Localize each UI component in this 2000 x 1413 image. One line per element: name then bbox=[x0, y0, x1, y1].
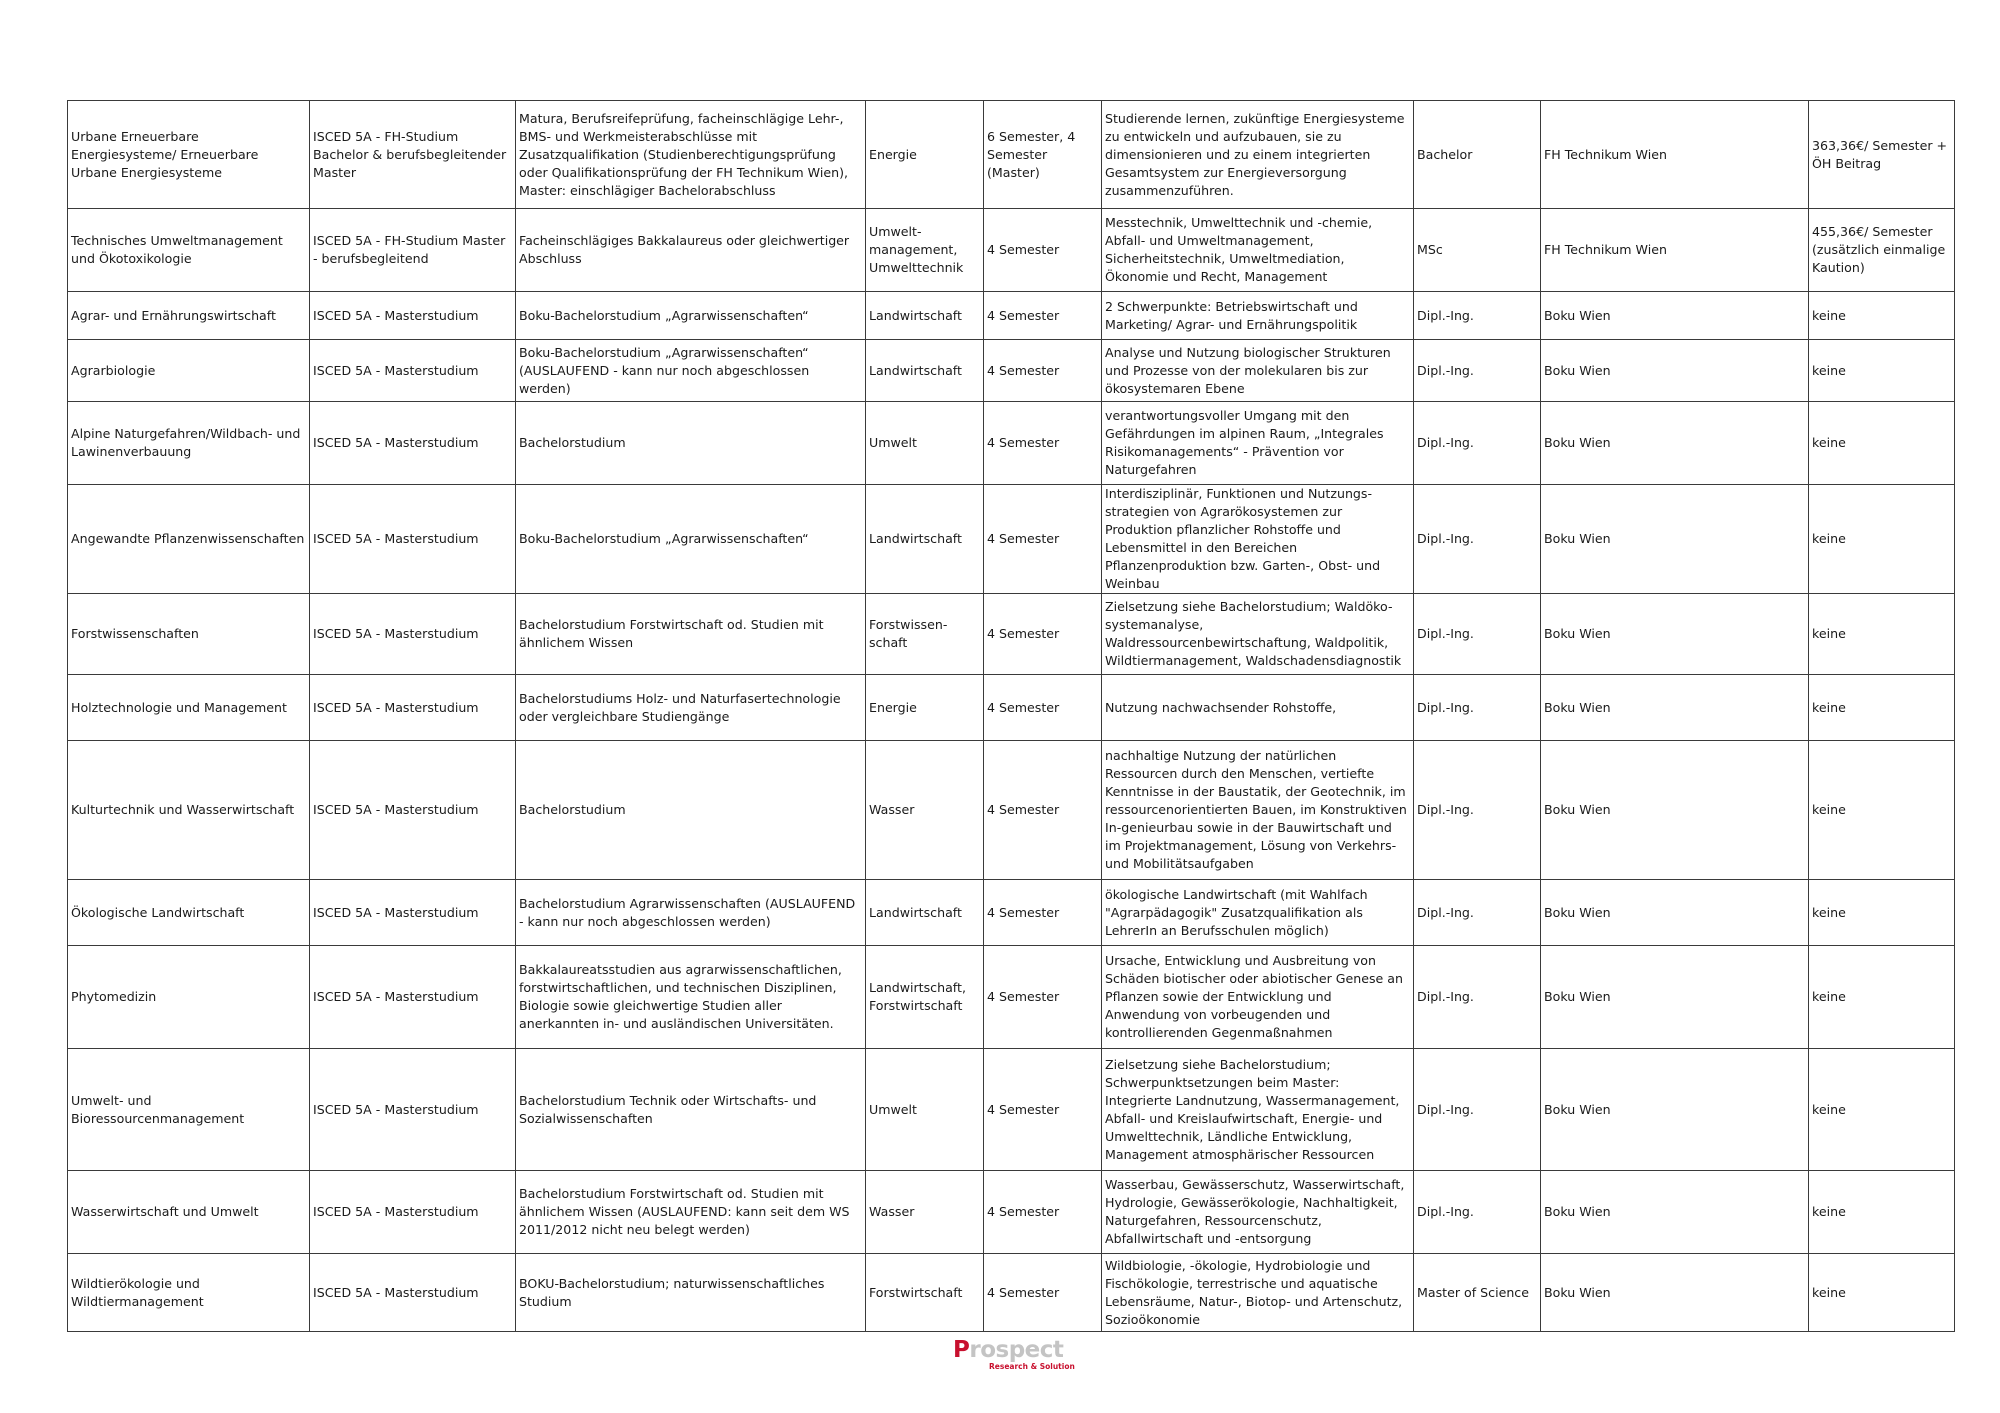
duration-cell: 4 Semester bbox=[984, 340, 1102, 402]
table-row bbox=[68, 485, 1955, 594]
fees-cell: keine bbox=[1809, 946, 1955, 1049]
institution-cell: Boku Wien bbox=[1541, 402, 1809, 485]
isced-level-cell: ISCED 5A - Masterstudium bbox=[310, 880, 516, 946]
field-cell: Landwirtschaft bbox=[866, 880, 984, 946]
content-cell: Analyse und Nutzung biologischer Strukturen und Prozesse von der molekularen bis zur ökosystemaren Ebene bbox=[1102, 340, 1414, 402]
admission-requirements-cell: Boku-Bachelorstudium „Agrarwissenschaften“ bbox=[516, 292, 866, 340]
fees-cell: keine bbox=[1809, 675, 1955, 741]
table-row bbox=[68, 340, 1955, 402]
content-cell: Wasserbau, Gewässerschutz, Wasserwirtschaft, Hydrologie, Gewässerökologie, Nachhaltigkeit, Naturgefahren, Ressourcenschutz, Abfallwirtschaft und -entsorgung bbox=[1102, 1171, 1414, 1254]
institution-cell: FH Technikum Wien bbox=[1541, 209, 1809, 292]
logo-wordmark bbox=[953, 1338, 1063, 1362]
fees-cell: keine bbox=[1809, 1171, 1955, 1254]
duration-cell: 4 Semester bbox=[984, 209, 1102, 292]
isced-level-cell: ISCED 5A - Masterstudium bbox=[310, 402, 516, 485]
program-name-cell: Holztechnologie und Management bbox=[68, 675, 310, 741]
isced-level-cell: ISCED 5A - Masterstudium bbox=[310, 1254, 516, 1332]
admission-requirements-cell: BOKU-Bachelorstudium; naturwissenschaftliches Studium bbox=[516, 1254, 866, 1332]
institution-cell: Boku Wien bbox=[1541, 485, 1809, 594]
institution-cell: Boku Wien bbox=[1541, 675, 1809, 741]
admission-requirements-cell: Bachelorstudium Forstwirtschaft od. Studien mit ähnlichem Wissen (AUSLAUFEND: kann seit dem WS 2011/2012 nicht neu belegt werden) bbox=[516, 1171, 866, 1254]
table-row bbox=[68, 946, 1955, 1049]
study-programs-table bbox=[67, 100, 1955, 1332]
content-cell: verantwortungsvoller Umgang mit den Gefährdungen im alpinen Raum, „Integrales Risikomanagements“ - Prävention vor Naturgefahren bbox=[1102, 402, 1414, 485]
fees-cell: keine bbox=[1809, 402, 1955, 485]
admission-requirements-cell: Facheinschlägiges Bakkalaureus oder gleichwertiger Abschluss bbox=[516, 209, 866, 292]
degree-cell: Dipl.-Ing. bbox=[1414, 946, 1541, 1049]
program-name-cell: Umwelt- und Bioressourcenmanagement bbox=[68, 1049, 310, 1171]
table-row bbox=[68, 675, 1955, 741]
table-row bbox=[68, 741, 1955, 880]
degree-cell: Dipl.-Ing. bbox=[1414, 402, 1541, 485]
logo-tagline: Research & Solution bbox=[989, 1362, 1075, 1371]
program-name-cell: Urbane Erneuerbare Energiesysteme/ Erneuerbare Urbane Energiesysteme bbox=[68, 101, 310, 209]
fees-cell: keine bbox=[1809, 340, 1955, 402]
field-cell: Energie bbox=[866, 675, 984, 741]
degree-cell: Dipl.-Ing. bbox=[1414, 485, 1541, 594]
institution-cell: Boku Wien bbox=[1541, 1171, 1809, 1254]
admission-requirements-cell: Bachelorstudium Forstwirtschaft od. Studien mit ähnlichem Wissen bbox=[516, 594, 866, 675]
fees-cell: 363,36€/ Semester + ÖH Beitrag bbox=[1809, 101, 1955, 209]
admission-requirements-cell: Bachelorstudium bbox=[516, 402, 866, 485]
table-row bbox=[68, 402, 1955, 485]
institution-cell: Boku Wien bbox=[1541, 292, 1809, 340]
content-cell: Nutzung nachwachsender Rohstoffe, bbox=[1102, 675, 1414, 741]
prospect-logo bbox=[953, 1337, 1075, 1374]
isced-level-cell: ISCED 5A - Masterstudium bbox=[310, 292, 516, 340]
program-name-cell: Wasserwirtschaft und Umwelt bbox=[68, 1171, 310, 1254]
duration-cell: 4 Semester bbox=[984, 946, 1102, 1049]
field-cell: Umwelt bbox=[866, 402, 984, 485]
degree-cell: MSc bbox=[1414, 209, 1541, 292]
table-row bbox=[68, 209, 1955, 292]
fees-cell: keine bbox=[1809, 741, 1955, 880]
content-cell: Interdisziplinär, Funktionen und Nutzungs-strategien von Agrarökosystemen zur Produktion pflanzlicher Rohstoffe und Lebensmittel in den Bereichen Pflanzenproduktion bzw. Garten-, Obst- und Weinbau bbox=[1102, 485, 1414, 594]
degree-cell: Dipl.-Ing. bbox=[1414, 1171, 1541, 1254]
content-cell: Ursache, Entwicklung und Ausbreitung von Schäden biotischer oder abiotischer Genese an Pflanzen sowie der Entwicklung und Anwendung von vorbeugenden und kontrollierenden Gegenmaßnahmen bbox=[1102, 946, 1414, 1049]
content-cell: Wildbiologie, -ökologie, Hydrobiologie und Fischökologie, terrestrische und aquatische Lebensräume, Natur-, Biotop- und Artenschutz, Sozioökonomie bbox=[1102, 1254, 1414, 1332]
content-cell: nachhaltige Nutzung der natürlichen Ressourcen durch den Menschen, vertiefte Kenntnisse in der Baustatik, der Geotechnik, im ressourcenorientierten Bauen, im Konstruktiven In-genieurbau sowie in der Bauwirtschaft und im Projektmanagement, Lösung von Verkehrs- und Mobilitätsaufgaben bbox=[1102, 741, 1414, 880]
duration-cell: 4 Semester bbox=[984, 1254, 1102, 1332]
fees-cell: keine bbox=[1809, 1049, 1955, 1171]
study-programs-table-container bbox=[67, 100, 1954, 1332]
program-name-cell: Wildtierökologie und Wildtiermanagement bbox=[68, 1254, 310, 1332]
degree-cell: Dipl.-Ing. bbox=[1414, 880, 1541, 946]
duration-cell: 4 Semester bbox=[984, 594, 1102, 675]
fees-cell: keine bbox=[1809, 292, 1955, 340]
institution-cell: Boku Wien bbox=[1541, 946, 1809, 1049]
duration-cell: 4 Semester bbox=[984, 675, 1102, 741]
duration-cell: 4 Semester bbox=[984, 1171, 1102, 1254]
duration-cell: 4 Semester bbox=[984, 402, 1102, 485]
content-cell: Zielsetzung siehe Bachelorstudium; Waldöko-systemanalyse, Waldressourcenbewirtschaftung, Waldpolitik, Wildtiermanagement, Waldschadensdiagnostik bbox=[1102, 594, 1414, 675]
isced-level-cell: ISCED 5A - Masterstudium bbox=[310, 340, 516, 402]
isced-level-cell: ISCED 5A - Masterstudium bbox=[310, 594, 516, 675]
isced-level-cell: ISCED 5A - Masterstudium bbox=[310, 675, 516, 741]
isced-level-cell: ISCED 5A - FH-Studium Master - berufsbegleitend bbox=[310, 209, 516, 292]
field-cell: Energie bbox=[866, 101, 984, 209]
degree-cell: Dipl.-Ing. bbox=[1414, 675, 1541, 741]
isced-level-cell: ISCED 5A - Masterstudium bbox=[310, 1049, 516, 1171]
fees-cell: 455,36€/ Semester (zusätzlich einmalige Kaution) bbox=[1809, 209, 1955, 292]
institution-cell: Boku Wien bbox=[1541, 594, 1809, 675]
admission-requirements-cell: Boku-Bachelorstudium „Agrarwissenschaften“ (AUSLAUFEND - kann nur noch abgeschlossen werden) bbox=[516, 340, 866, 402]
duration-cell: 4 Semester bbox=[984, 880, 1102, 946]
admission-requirements-cell: Bachelorstudium Technik oder Wirtschafts- und Sozialwissenschaften bbox=[516, 1049, 866, 1171]
table-row bbox=[68, 880, 1955, 946]
field-cell: Landwirtschaft bbox=[866, 340, 984, 402]
content-cell: Messtechnik, Umwelttechnik und -chemie, Abfall- und Umweltmanagement, Sicherheitstechnik, Umweltmediation, Ökonomie und Recht, Management bbox=[1102, 209, 1414, 292]
degree-cell: Dipl.-Ing. bbox=[1414, 1049, 1541, 1171]
table-row bbox=[68, 1171, 1955, 1254]
institution-cell: Boku Wien bbox=[1541, 880, 1809, 946]
field-cell: Umwelt-management, Umwelttechnik bbox=[866, 209, 984, 292]
institution-cell: Boku Wien bbox=[1541, 741, 1809, 880]
isced-level-cell: ISCED 5A - Masterstudium bbox=[310, 485, 516, 594]
program-name-cell: Agrar- und Ernährungswirtschaft bbox=[68, 292, 310, 340]
degree-cell: Dipl.-Ing. bbox=[1414, 292, 1541, 340]
isced-level-cell: ISCED 5A - Masterstudium bbox=[310, 741, 516, 880]
institution-cell: FH Technikum Wien bbox=[1541, 101, 1809, 209]
content-cell: Zielsetzung siehe Bachelorstudium; Schwerpunktsetzungen beim Master: Integrierte Landnutzung, Wassermanagement, Abfall- und Kreislaufwirtschaft, Energie- und Umwelttechnik, Ländliche Entwicklung, Management atmosphärischer Ressourcen bbox=[1102, 1049, 1414, 1171]
fees-cell: keine bbox=[1809, 594, 1955, 675]
institution-cell: Boku Wien bbox=[1541, 340, 1809, 402]
degree-cell: Dipl.-Ing. bbox=[1414, 594, 1541, 675]
table-row bbox=[68, 292, 1955, 340]
duration-cell: 6 Semester, 4 Semester (Master) bbox=[984, 101, 1102, 209]
duration-cell: 4 Semester bbox=[984, 292, 1102, 340]
admission-requirements-cell: Bachelorstudiums Holz- und Naturfasertechnologie oder vergleichbare Studiengänge bbox=[516, 675, 866, 741]
table-body bbox=[68, 101, 1955, 1332]
program-name-cell: Technisches Umweltmanagement und Ökotoxikologie bbox=[68, 209, 310, 292]
program-name-cell: Phytomedizin bbox=[68, 946, 310, 1049]
table-row bbox=[68, 1049, 1955, 1171]
fees-cell: keine bbox=[1809, 1254, 1955, 1332]
degree-cell: Master of Science bbox=[1414, 1254, 1541, 1332]
program-name-cell: Agrarbiologie bbox=[68, 340, 310, 402]
field-cell: Forstwirtschaft bbox=[866, 1254, 984, 1332]
content-cell: ökologische Landwirtschaft (mit Wahlfach "Agrarpädagogik" Zusatzqualifikation als LehrerIn an Berufsschulen möglich) bbox=[1102, 880, 1414, 946]
admission-requirements-cell: Bakkalaureatsstudien aus agrarwissenschaftlichen, forstwirtschaftlichen, und technischen Disziplinen, Biologie sowie gleichwertige Studien aller anerkannten in- und ausländischen Universitäten. bbox=[516, 946, 866, 1049]
program-name-cell: Ökologische Landwirtschaft bbox=[68, 880, 310, 946]
fees-cell: keine bbox=[1809, 880, 1955, 946]
field-cell: Wasser bbox=[866, 741, 984, 880]
degree-cell: Dipl.-Ing. bbox=[1414, 340, 1541, 402]
degree-cell: Bachelor bbox=[1414, 101, 1541, 209]
logo-rest: rospect bbox=[969, 1337, 1064, 1363]
content-cell: 2 Schwerpunkte: Betriebswirtschaft und Marketing/ Agrar- und Ernährungspolitik bbox=[1102, 292, 1414, 340]
isced-level-cell: ISCED 5A - Masterstudium bbox=[310, 1171, 516, 1254]
duration-cell: 4 Semester bbox=[984, 1049, 1102, 1171]
logo-initial: P bbox=[953, 1337, 970, 1363]
admission-requirements-cell: Boku-Bachelorstudium „Agrarwissenschaften“ bbox=[516, 485, 866, 594]
degree-cell: Dipl.-Ing. bbox=[1414, 741, 1541, 880]
fees-cell: keine bbox=[1809, 485, 1955, 594]
isced-level-cell: ISCED 5A - FH-Studium Bachelor & berufsbegleitender Master bbox=[310, 101, 516, 209]
admission-requirements-cell: Matura, Berufsreifeprüfung, facheinschlägige Lehr-, BMS- und Werkmeisterabschlüsse mit Zusatzqualifikation (Studienberechtigungsprüfung oder Qualifikationsprüfung der FH Technikum Wien), Master: einschlägiger Bachelorabschluss bbox=[516, 101, 866, 209]
field-cell: Landwirtschaft, Forstwirtschaft bbox=[866, 946, 984, 1049]
program-name-cell: Forstwissenschaften bbox=[68, 594, 310, 675]
table-row bbox=[68, 101, 1955, 209]
field-cell: Umwelt bbox=[866, 1049, 984, 1171]
field-cell: Forstwissen-schaft bbox=[866, 594, 984, 675]
duration-cell: 4 Semester bbox=[984, 741, 1102, 880]
field-cell: Wasser bbox=[866, 1171, 984, 1254]
isced-level-cell: ISCED 5A - Masterstudium bbox=[310, 946, 516, 1049]
duration-cell: 4 Semester bbox=[984, 485, 1102, 594]
program-name-cell: Kulturtechnik und Wasserwirtschaft bbox=[68, 741, 310, 880]
field-cell: Landwirtschaft bbox=[866, 485, 984, 594]
institution-cell: Boku Wien bbox=[1541, 1254, 1809, 1332]
content-cell: Studierende lernen, zukünftige Energiesysteme zu entwickeln und aufzubauen, sie zu dimensionieren und zu einem integrierten Gesamtsystem zur Energieversorgung zusammenzuführen. bbox=[1102, 101, 1414, 209]
admission-requirements-cell: Bachelorstudium bbox=[516, 741, 866, 880]
program-name-cell: Angewandte Pflanzenwissenschaften bbox=[68, 485, 310, 594]
field-cell: Landwirtschaft bbox=[866, 292, 984, 340]
admission-requirements-cell: Bachelorstudium Agrarwissenschaften (AUSLAUFEND - kann nur noch abgeschlossen werden) bbox=[516, 880, 866, 946]
program-name-cell: Alpine Naturgefahren/Wildbach- und Lawinenverbauung bbox=[68, 402, 310, 485]
table-row bbox=[68, 594, 1955, 675]
table-row bbox=[68, 1254, 1955, 1332]
institution-cell: Boku Wien bbox=[1541, 1049, 1809, 1171]
